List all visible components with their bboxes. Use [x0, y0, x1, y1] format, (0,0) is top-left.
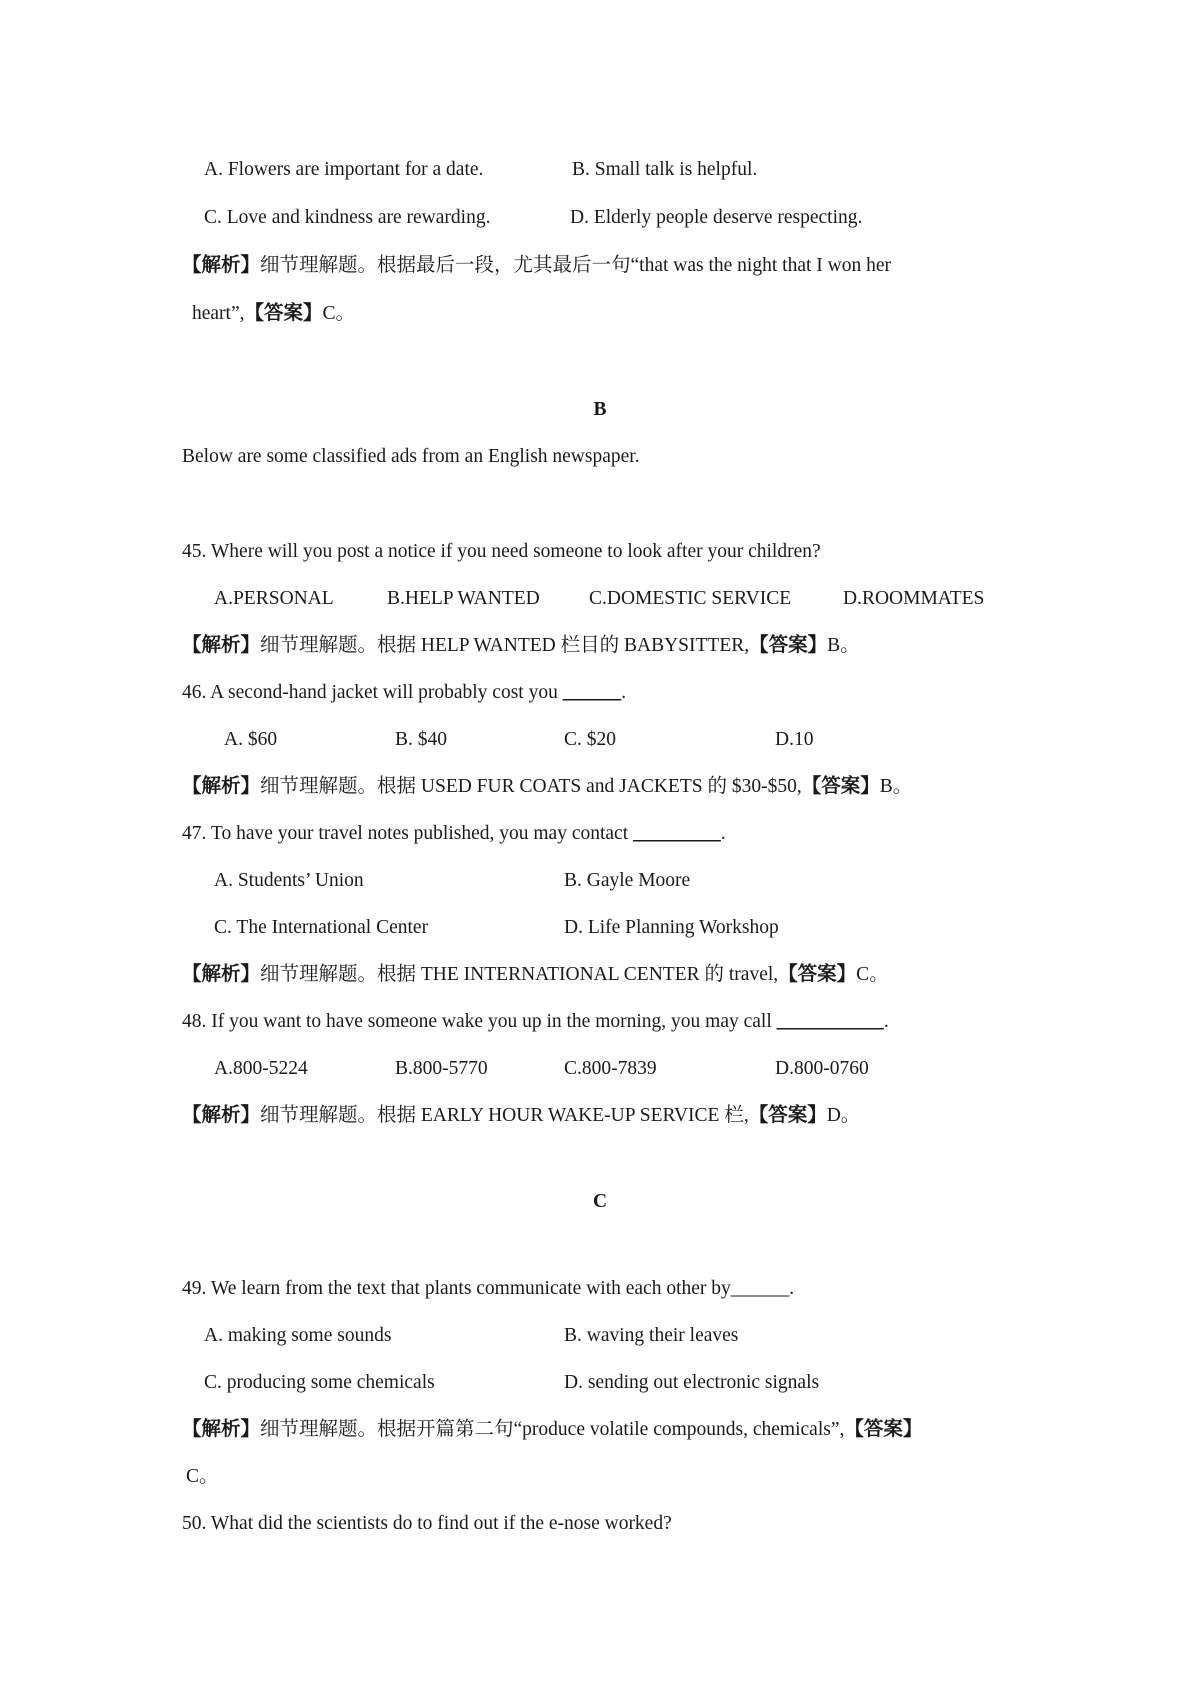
answer-blank: ______ [562, 682, 622, 703]
analysis-tag: 【解析】 [182, 255, 261, 276]
q45-option-c: C.DOMESTIC SERVICE [589, 588, 792, 609]
q48-option-c: C.800-7839 [564, 1058, 657, 1079]
section-b-intro: Below are some classified ads from an English newspaper. [182, 446, 640, 467]
q47-option-a: A. Students’ Union [214, 870, 364, 891]
analysis-text: 细节理解题。根据最后一段，尤其最后一句“that was the night that I won her [260, 255, 891, 276]
q49-option-d: D. sending out electronic signals [564, 1372, 820, 1393]
q45-analysis [182, 634, 860, 658]
analysis-tag: 【解析】 [182, 1419, 261, 1440]
q46-analysis [182, 775, 912, 799]
q49-stem: 49. We learn from the text that plants communicate with each other by______. [182, 1278, 795, 1299]
answer-tag: 【答案】 [844, 1419, 923, 1440]
analysis-text: 细节理解题。根据开篇第二句“produce volatile compounds, chemicals”, [260, 1419, 845, 1440]
q44-option-a: A. Flowers are important for a date. [204, 159, 484, 180]
q47-option-b: B. Gayle Moore [564, 870, 691, 891]
q49-analysis [182, 1418, 922, 1442]
analysis-tag: 【解析】 [182, 1105, 261, 1126]
q44-option-d: D. Elderly people deserve respecting. [570, 207, 863, 228]
section-heading-b: B [593, 399, 607, 420]
stem-end: . [883, 1011, 889, 1032]
q49-option-c: C. producing some chemicals [204, 1372, 435, 1393]
answer-tag: 【答案】 [244, 303, 323, 324]
answer-value: C。 [322, 303, 356, 324]
question-text: 48. If you want to have someone wake you up in the morning, you may call [182, 1011, 772, 1032]
q49-answer-value: C。 [186, 1466, 219, 1487]
q46-option-d: D.10 [775, 729, 814, 750]
question-text: 46. A second-hand jacket will probably cost you [182, 682, 558, 703]
answer-value: B。 [827, 635, 860, 656]
q44-answer-line [192, 302, 355, 326]
analysis-text: 细节理解题。根据 HELP WANTED 栏目的 BABYSITTER, [260, 635, 750, 656]
stem-end: . [621, 682, 627, 703]
analysis-continuation: heart”, [192, 303, 245, 324]
q48-option-b: B.800-5770 [395, 1058, 488, 1079]
q44-option-b: B. Small talk is helpful. [572, 159, 758, 180]
q47-stem [182, 822, 726, 846]
q46-option-c: C. $20 [564, 729, 617, 750]
answer-value: C。 [856, 964, 889, 985]
answer-tag: 【答案】 [749, 635, 828, 656]
q45-option-b: B.HELP WANTED [387, 588, 540, 609]
q45-option-a: A.PERSONAL [214, 588, 334, 609]
answer-blank: _________ [633, 823, 721, 844]
q44-option-c: C. Love and kindness are rewarding. [204, 207, 491, 228]
stem-end: . [720, 823, 726, 844]
q48-stem [182, 1010, 889, 1034]
q46-stem [182, 681, 626, 705]
q47-option-c: C. The International Center [214, 917, 429, 938]
answer-tag: 【答案】 [748, 1105, 827, 1126]
answer-blank: ___________ [776, 1011, 884, 1032]
q48-option-a: A.800-5224 [214, 1058, 308, 1079]
q47-option-d: D. Life Planning Workshop [564, 917, 779, 938]
q47-analysis [182, 963, 889, 987]
answer-value: D。 [826, 1105, 861, 1126]
q48-analysis [182, 1104, 860, 1128]
q49-option-b: B. waving their leaves [564, 1325, 739, 1346]
answer-value: B。 [879, 776, 913, 797]
q44-analysis [182, 254, 891, 278]
analysis-text: 细节理解题。根据 EARLY HOUR WAKE-UP SERVICE 栏, [260, 1105, 749, 1126]
q48-option-d: D.800-0760 [775, 1058, 869, 1079]
analysis-tag: 【解析】 [182, 635, 261, 656]
q45-option-d: D.ROOMMATES [843, 588, 985, 609]
question-text: 47. To have your travel notes published, you may contact [182, 823, 629, 844]
section-heading-c: C [592, 1191, 608, 1212]
q46-option-b: B. $40 [395, 729, 448, 750]
analysis-text: 细节理解题。根据 THE INTERNATIONAL CENTER 的 travel, [260, 964, 779, 985]
q46-option-a: A. $60 [224, 729, 278, 750]
analysis-text: 细节理解题。根据 USED FUR COATS and JACKETS 的 $30-$50, [260, 776, 802, 797]
answer-tag: 【答案】 [778, 964, 857, 985]
q45-stem: 45. Where will you post a notice if you need someone to look after your children? [182, 541, 821, 562]
q50-stem: 50. What did the scientists do to find out if the e-nose worked? [182, 1513, 672, 1534]
q49-option-a: A. making some sounds [204, 1325, 392, 1346]
analysis-tag: 【解析】 [182, 964, 261, 985]
answer-tag: 【答案】 [801, 776, 880, 797]
analysis-tag: 【解析】 [182, 776, 261, 797]
